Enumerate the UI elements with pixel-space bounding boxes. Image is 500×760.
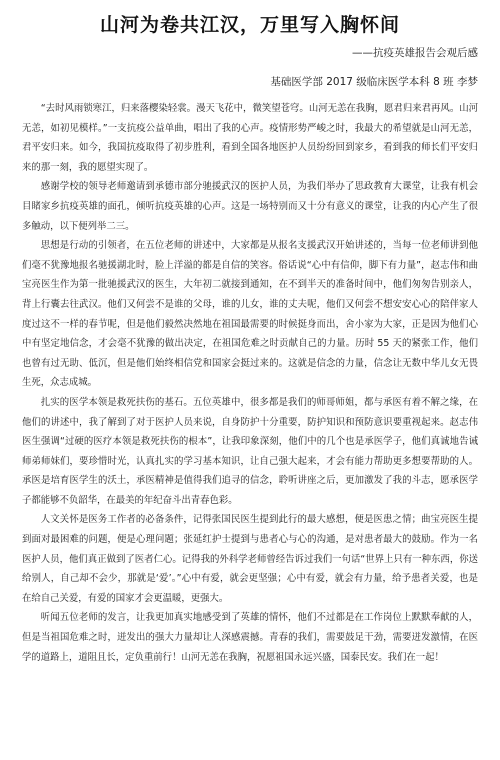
document-author: 基础医学部 2017 级临床医学本科 8 班 李梦 (270, 76, 478, 88)
paragraph-2: 感谢学校的领导老师邀请到承德市部分驰援武汉的医护人员，为我们举办了思政教育大课堂，让我有机会目睹家乡抗疫英雄的面孔，倾听抗疫英雄的心声。这是一场特别而又十分有意义的课堂，让我的内心产生了很多触动，以下便列举二三。 (22, 181, 478, 232)
paragraph-6: 听闻五位老师的发言，让我更加真实地感受到了英雄的情怀，他们不过都是在工作岗位上默默奉献的人，但是当祖国危难之时，迸发出的强大力量却让人深感震撼。青春的我们，需要鼓足干劲，需要迸发激情，在医学的道路上，道阻且长，定负重前行！山河无恙在我胸，祝愿祖国永远兴盛，国泰民安。我们在一起！ (22, 612, 478, 663)
document-subtitle: ——抗疫英雄报告会观后感 (352, 47, 478, 59)
paragraph-1: “去时风雨锁寒江，归来落樱染轻裳。漫天飞花中，微笑望苍穹。山河无恙在我胸，愿君归来君再风。山河无恙，如初见模样。”一支抗疫公益单曲，唱出了我的心声。疫情形势严峻之时，我最大的希望就是山河无恙，君平安归来。如今，我国抗疫取得了初步胜利，看到全国各地医护人员纷纷回到家乡，看到我的师长们平安归来的那一刻，我的愿望实现了。 (22, 103, 478, 173)
document-title: 山河为卷共江汉，万里写入胸怀间 (99, 14, 400, 36)
paragraph-3: 思想是行动的引领者，在五位老师的讲述中，大家都是从报名支援武汉开始讲述的，当每一位老师讲到他们毫不犹豫地报名驰援湖北时，脸上洋溢的都是自信的笑容。俗话说“心中有信仰，脚下有力量”，赵志伟和曲宝亮医生作为第一批驰援武汉的医生，大年初二就接到通知，在不到半天的准备时间中，他们匆匆告别亲人，背上行囊去往武汉。他们又何尝不是谁的父母，谁的儿女，谁的丈夫呢，他们又何尝不想安安心心的陪伴家人度过这不一样的春节呢，但是他们毅然决然地在祖国最需要的时候挺身而出，舍小家为大家，正是因为他们心中有坚定地信念，才会毫不犹豫的做出决定，在祖国危难之时贡献自己的力量。历时 55 天的紧张工作，他们也曾有过无助、低沉，但是他们始终相信党和国家会挺过来的。这就是信念的力量，信念让无数中华儿女无畏生死，众志成城。 (22, 240, 478, 389)
paragraph-5: 人文关怀是医务工作者的必备条件，记得张国民医生提到此行的最大感想，便是医患之情；曲宝亮医生提到面对最困难的问题，便是心理问题；张延红护士提到与患者心与心的沟通，是对患者最大的鼓励。作为一名医护人员，他们真正做到了医者仁心。记得我的外科学老师曾经告诉过我们一句话“世界上只有一种东西，你送给别人，自己却不会少，那就是‘爱’。”心中有爱，就会更坚强；心中有爱，就会有力量，给予患者关爱，也是在给自己关爱，有爱的国家才会更温暖，更强大。 (22, 514, 478, 604)
paragraph-4: 扎实的医学本领是救死扶伤的基石。五位英雄中，很多都是我们的师哥师姐，都与承医有着不解之缘，在他们的讲述中，我了解到了对于医护人员来说，自身防护十分重要，防护知识和预防意识要重视起来。赵志伟医生强调“过硬的医疗本领是救死扶伤的根本”，让我印象深刻，他们中的几个也是承医学子，他们真诚地告诫师弟师妹们，要珍惜时光，认真扎实的学习基本知识，让自己强大起来，才会有能力帮助更多想要帮助的人。承医是培育医学生的沃土，承医精神是值得我们追寻的信念，聆听讲座之后，更加激发了我的斗志，愿承医学子都能够不负韶华，在最美的年纪奋斗出青春色彩。 (22, 396, 478, 506)
document-body (22, 99, 478, 667)
